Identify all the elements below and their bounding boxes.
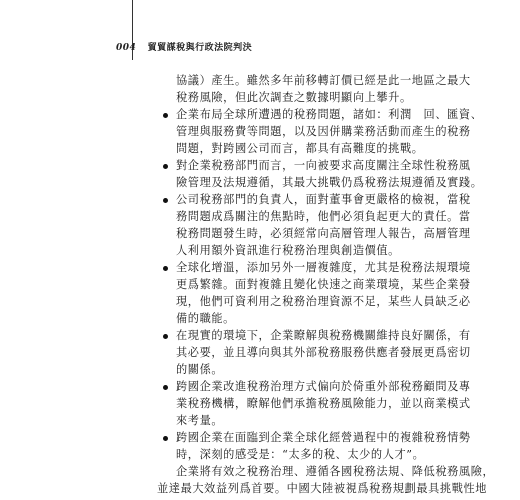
text-line: 問題，對跨國公司而言，都具有高難度的挑戰。 <box>176 142 424 155</box>
text-line: 管理與服務費等問題，以及因併購業務活動而產生的稅務 <box>176 125 471 138</box>
text-line: 跨國企業在面臨到企業全球化經營過程中的複雜稅務情勢 <box>176 431 471 444</box>
text-line: 來考量。 <box>176 414 224 427</box>
bullet-icon <box>163 266 168 271</box>
bullet-icon <box>163 113 168 118</box>
text-line: 其必要，並且導向與其外部稅務服務供應者發展更爲密切 <box>176 346 471 359</box>
page-number: 004 <box>116 43 137 53</box>
text-line: 企業將有效之稅務治理、遵循各國稅務法規、降低稅務風險， <box>176 465 495 478</box>
text-line: 公司稅務部門的負責人，面對董事會更嚴格的檢視，當稅 <box>176 193 471 206</box>
text-line: 險管理及法規遵循，其最大挑戰仍爲稅務法規遵循及實踐。 <box>176 176 483 189</box>
text-line: 並達最大效益列爲首要。中國大陸被視爲稅務規劃最具挑戰性地 <box>157 482 488 495</box>
text-line: 對企業稅務部門而言，一向被要求高度關注全球性稅務風 <box>176 159 471 172</box>
bullet-icon <box>163 164 168 169</box>
text-line: 稅務風險，但此次調查之數據明顯向上攀升。 <box>176 91 412 104</box>
text-line: 的關係。 <box>176 363 224 376</box>
text-line: 企業布局全球所遭遇的稅務問題，諸如：利潤 回、匯資、 <box>176 108 483 121</box>
text-line: 現，他們可資利用之稅務治理資源不足，某些人員缺乏必 <box>176 295 471 308</box>
running-title: 貿貿謀稅與行政法院判決 <box>147 43 253 53</box>
text-line: 業稅務機構，瞭解他們承擔稅務風險能力，並以商業模式 <box>176 397 471 410</box>
text-line: 全球化增溫，添加另外一層複雜度，尤其是稅務法規環境 <box>176 261 471 274</box>
bullet-icon <box>163 385 168 390</box>
text-line: 協議）產生。雖然多年前移轉訂價已經是此一地區之最大 <box>176 74 471 87</box>
bullet-icon <box>163 334 168 339</box>
text-line: 在現實的環境下，企業瞭解與稅務機關維持良好關係，有 <box>176 329 471 342</box>
text-line: 務問題成爲關注的焦點時，他們必須負起更大的責任。當 <box>176 210 471 223</box>
bullet-icon <box>163 436 168 441</box>
text-line: 人利用額外資訊進行稅務治理與創造價值。 <box>176 244 400 257</box>
text-line: 稅務問題發生時，必須經常向高層管理人報告，高層管理 <box>176 227 471 240</box>
text-line: 跨國企業改進稅務治理方式偏向於倚重外部稅務顧問及專 <box>176 380 471 393</box>
text-line: 時，深刻的感受是：“太多的稅、太少的人才”。 <box>176 448 425 461</box>
running-header <box>116 40 252 53</box>
bullet-icon <box>163 198 168 203</box>
text-line: 更爲繁雜。面對複雜且變化快速之商業環境，某些企業發 <box>176 278 471 291</box>
text-line: 備的職能。 <box>176 312 235 325</box>
